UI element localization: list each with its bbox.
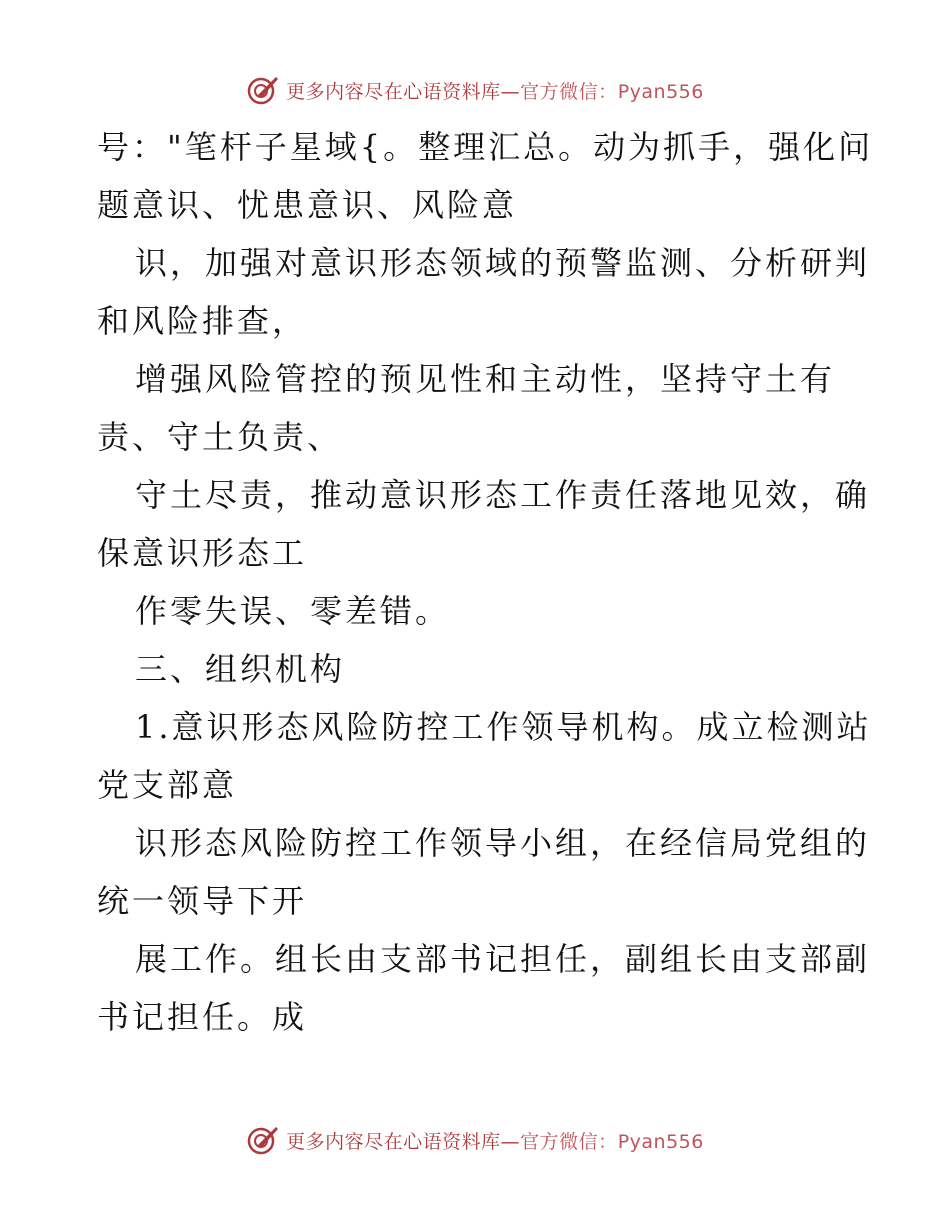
body-line: 1.意识形态风险防控工作领导机构。成立检测站 — [135, 708, 872, 746]
body-line: 作零失误、零差错。 — [135, 592, 451, 630]
body-line: 增强风险管控的预见性和主动性，坚持守土有 — [135, 360, 836, 398]
body-line: 三、组织机构 — [135, 650, 346, 688]
watermark-main: 更多内容尽在心语资料库 — [286, 1130, 501, 1153]
body-line: 题意识、忧患意识、风险意 — [97, 186, 518, 224]
watermark-dash: — — [500, 1130, 521, 1153]
watermark-text — [286, 1127, 704, 1154]
body-line: 识形态风险防控工作领导小组，在经信局党组的 — [135, 824, 871, 862]
watermark-account: Pyan556 — [617, 80, 704, 103]
body-line: 展工作。组长由支部书记担任，副组长由支部副 — [135, 940, 871, 978]
watermark-dash: — — [500, 80, 521, 103]
body-line: 和风险排查， — [97, 302, 308, 340]
body-line: 统一领导下开 — [97, 882, 308, 920]
watermark-account: Pyan556 — [617, 1130, 704, 1153]
watermark-main: 更多内容尽在心语资料库 — [286, 80, 501, 103]
header-watermark — [0, 70, 950, 110]
watermark-label: 官方微信： — [520, 1130, 618, 1153]
quill-circle-logo-icon — [246, 73, 280, 107]
body-line: 责、守土负责、 — [97, 418, 343, 456]
body-line: 保意识形态工 — [97, 534, 308, 572]
watermark-label: 官方微信： — [520, 80, 618, 103]
body-line: 识，加强对意识形态领域的预警监测、分析研判 — [135, 244, 871, 282]
document-body — [97, 118, 874, 1046]
body-line: 党支部意 — [97, 766, 238, 804]
footer-watermark — [0, 1120, 950, 1160]
quill-circle-logo-icon — [246, 1123, 280, 1157]
watermark-text — [286, 77, 704, 104]
body-line: 号："笔杆子星域{。整理汇总。动为抓手，强化问 — [97, 128, 874, 166]
body-line: 书记担任。成 — [97, 998, 308, 1036]
body-line: 守土尽责，推动意识形态工作责任落地见效，确 — [135, 476, 871, 514]
